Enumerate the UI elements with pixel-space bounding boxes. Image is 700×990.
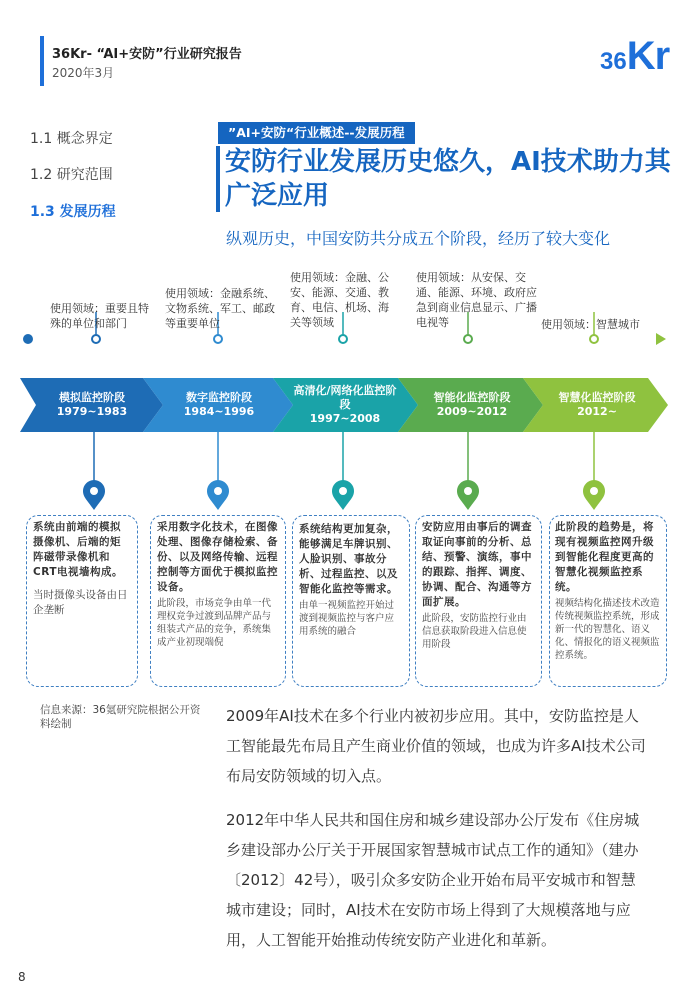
logo-text-kr: Kr — [626, 34, 670, 78]
field-label-1: 使用领域：重要且特殊的单位和部门 — [50, 302, 149, 330]
report-title: 36Kr- “AI+安防”行业研究报告 — [52, 47, 242, 62]
location-pin-icon-2 — [207, 480, 229, 510]
stage-4 — [418, 385, 526, 425]
field-dot-1 — [92, 335, 100, 343]
stage-years: 1997~2008 — [309, 412, 381, 425]
field-dot-5 — [590, 335, 598, 343]
stage-years: 2012~ — [577, 405, 617, 418]
stage-years: 1984~1996 — [183, 405, 255, 418]
stage-5 — [543, 385, 651, 425]
main-title: 安防行业发展历史悠久，AI技术助力其广泛应用 — [225, 147, 671, 211]
stage-description-2 — [150, 515, 286, 687]
field-dot-4 — [464, 335, 472, 343]
description-main: 系统结构更加复杂，能够满足车牌识别、人脸识别、事故分析、过程监控、以及智能化监控等需求。 — [299, 523, 398, 595]
nav-item-history[interactable]: 1.3 发展历程 — [30, 204, 116, 220]
field-label-4: 使用领域：从安保、交通、能源、环境、政府应急到商业信息显示、广播电视等 — [416, 271, 537, 329]
stage-name: 数字监控阶段 — [186, 391, 252, 404]
description-main: 采用数字化技术，在图像处理、图像存储检索、备份、以及网络传输、远程控制等方面优于模拟监控设备。 — [157, 521, 278, 593]
description-note: 视频结构化描述技术改造传统视频监控系统，形成新一代的智慧化、语义化、情报化的语义视频监控系统。 — [555, 598, 660, 661]
source-note: 信息来源：36氪研究院根据公开资料绘制 — [40, 704, 201, 730]
description-note: 此阶段，市场竞争由单一代理权竞争过渡到品牌产品与组装式产品的竞争，系统集成产业初现端倪 — [157, 598, 272, 648]
location-pin-icon-3 — [332, 480, 354, 510]
location-pin-icon-1 — [83, 480, 105, 510]
field-label-5: 使用领域：智慧城市 — [541, 318, 640, 331]
description-note: 由单一视频监控开始过渡到视频监控与客户应用系统的融合 — [299, 600, 395, 637]
stage-description-3 — [292, 515, 410, 687]
timeline-start-dot — [23, 334, 33, 344]
stage-description-4 — [415, 515, 542, 687]
stage-name: 智慧化监控阶段 — [558, 391, 636, 404]
description-note: 当时摄像头设备由日企垄断 — [33, 589, 128, 616]
field-label-2: 使用领域：金融系统、文物系统、军工、邮政等重要单位 — [165, 287, 275, 330]
stage-name: 高清化/网络化监控阶段 — [293, 384, 397, 411]
stage-2 — [163, 385, 275, 425]
page-number: 8 — [18, 970, 26, 984]
subtitle: 纵观历史，中国安防共分成五个阶段，经历了较大变化 — [226, 229, 611, 248]
stage-name: 智能化监控阶段 — [433, 391, 511, 404]
field-dot-2 — [214, 335, 222, 343]
stage-3 — [293, 381, 397, 429]
nav-item-scope[interactable]: 1.2 研究范围 — [30, 167, 113, 183]
location-pin-icon-5 — [583, 480, 605, 510]
stage-name: 模拟监控阶段 — [59, 391, 125, 404]
nav-item-concept[interactable]: 1.1 概念界定 — [30, 131, 113, 147]
stage-1 — [36, 385, 148, 425]
logo-text-36: 36 — [600, 48, 627, 75]
stage-years: 1979~1983 — [56, 405, 128, 418]
stage-description-5 — [549, 515, 667, 687]
description-main: 此阶段的趋势是，将现有视频监控网升级到智能化程度更高的智慧化视频监控系统。 — [555, 521, 654, 593]
stage-description-1 — [26, 515, 138, 687]
description-note: 此阶段，安防监控行业由信息获取阶段进入信息使用阶段 — [422, 613, 527, 650]
report-date: 2020年3月 — [52, 66, 115, 80]
description-main: 安防应用由事后的调查取证向事前的分析、总结、预警、演练，事中的跟踪、指挥、调度、协调、配合、沟通等方面扩展。 — [422, 521, 532, 608]
timeline-arrowhead — [656, 333, 666, 345]
stage-years: 2009~2012 — [436, 405, 508, 418]
field-label-3: 使用领域：金融、公安、能源、交通、教育、电信、机场、海关等领域 — [290, 271, 389, 329]
body-paragraph-1: 2009年AI技术在多个行业内被初步应用。其中，安防监控是人工智能最先布局且产生商业价值的领域，也成为许多AI技术公司布局安防领域的切入点。 — [226, 707, 646, 785]
section-tag: ”AI+安防“行业概述--发展历程 — [218, 122, 415, 144]
field-dot-3 — [339, 335, 347, 343]
body-paragraph-2: 2012年中华人民共和国住房和城乡建设部办公厅发布《住房城乡建设部办公厅关于开展国家智慧城市试点工作的通知》（建办〔2012〕42号），吸引众多安防企业开始布局平安城市和智慧城市建设；同时，AI技术在安防市场上得到了大规模落地与应用，人工智能开始推动传统安防产业进化和革新。 — [226, 811, 640, 949]
description-main: 系统由前端的模拟摄像机、后端的矩阵磁带录像机和CRT电视墙构成。 — [33, 521, 123, 578]
location-pin-icon-4 — [457, 480, 479, 510]
